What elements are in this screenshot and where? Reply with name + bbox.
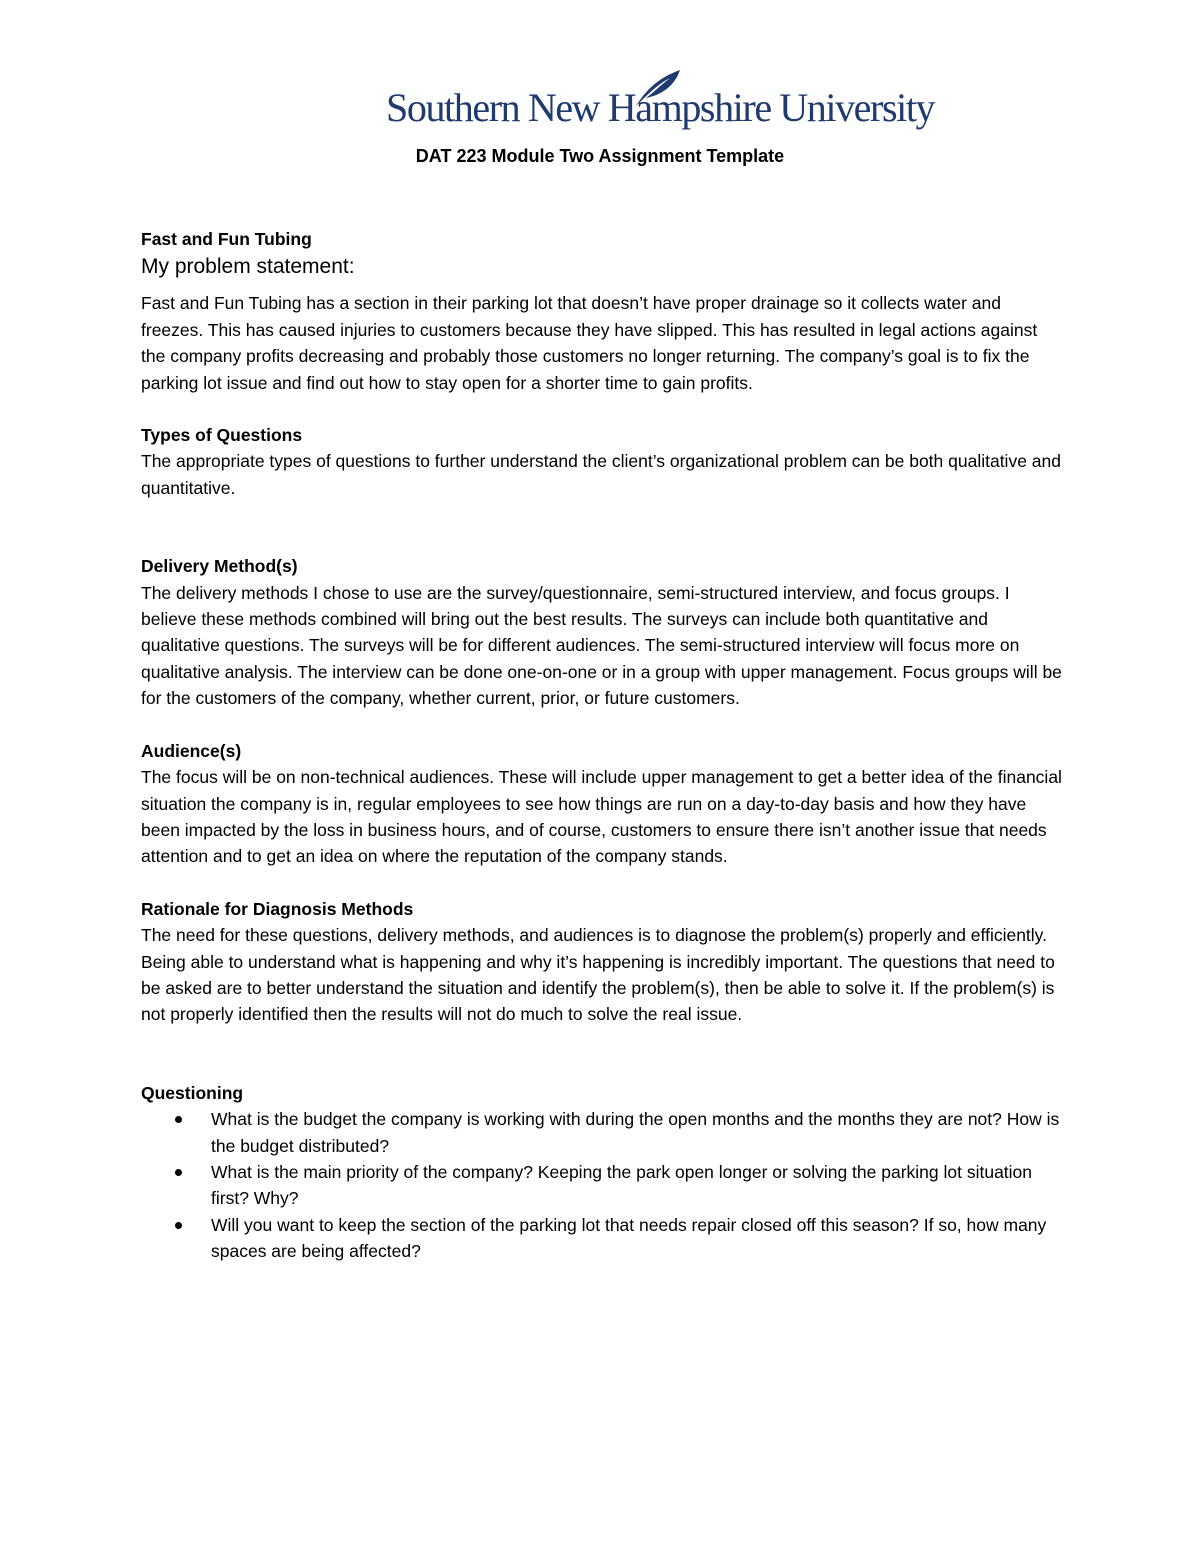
document-body	[141, 226, 1066, 1265]
logo-wordmark: Southern New Hampshire University	[386, 85, 935, 130]
rationale-text: The need for these questions, delivery methods, and audiences is to diagnose the problem(s) properly and efficiently. Being able to understand what is happening and why it’s happening is incredibly important. The questions that need to be asked are to better understand the situation and identify the problem(s), then be able to solve it. If the problem(s) is not properly identified then the results will not do much to solve the real issue.	[141, 925, 1055, 1025]
bullet-icon	[175, 1169, 182, 1176]
types-of-questions-text: The appropriate types of questions to further understand the client’s organizational problem can be both qualitative and quantitative.	[141, 451, 1061, 498]
bullet-icon	[175, 1222, 182, 1229]
questioning-list	[141, 1106, 1066, 1264]
rationale-heading: Rationale for Diagnosis Methods	[141, 898, 414, 919]
problem-statement-text: Fast and Fun Tubing has a section in their parking lot that doesn’t have proper drainage so it collects water and freezes. This has caused injuries to customers because they have slipped. This has resulted in legal actions against the company profits decreasing and probably those customers no longer returning. The company’s goal is to fix the parking lot issue and find out how to stay open for a shorter time to gain profits.	[141, 293, 1038, 393]
question-text: Will you want to keep the section of the parking lot that needs repair closed off this season? If so, how many spaces are being affected?	[211, 1214, 1047, 1262]
university-logo	[386, 68, 935, 138]
bullet-icon	[175, 1116, 182, 1123]
types-of-questions-heading: Types of Questions	[141, 425, 303, 446]
question-text: What is the budget the company is working with during the open months and the months they are not? How is the budget distributed?	[211, 1109, 1060, 1156]
delivery-methods-heading: Delivery Method(s)	[141, 556, 298, 577]
list-item	[211, 1212, 1066, 1265]
question-text: What is the main priority of the company? Keeping the park open longer or solving the parking lot situation first? Why?	[211, 1161, 1033, 1209]
audiences-text: The focus will be on non-technical audiences. These will include upper management to get a better idea of the financial situation the company is in, regular employees to see how things are run on a day-to-day basis and how they have been impacted by the loss in business hours, and of course, customers to ensure there isn’t another issue that needs attention and to get an idea on where the reputation of the company stands.	[141, 767, 1062, 867]
questioning-heading: Questioning	[141, 1082, 244, 1103]
audiences-heading: Audience(s)	[141, 740, 242, 761]
list-item	[211, 1159, 1066, 1212]
delivery-methods-text: The delivery methods I chose to use are the survey/questionnaire, semi-structured interview, and focus groups. I believe these methods combined will bring out the best results. The surveys can include both quantitative and qualitative questions. The surveys will be for different audiences. The semi-structured interview will focus more on qualitative analysis. The interview can be done one-on-one or in a group with upper management. Focus groups will be for the customers of the company, whether current, prior, or future customers.	[141, 582, 1062, 709]
company-name: Fast and Fun Tubing	[141, 229, 312, 249]
problem-statement-heading: My problem statement:	[141, 255, 355, 279]
document-title: DAT 223 Module Two Assignment Template	[415, 146, 785, 166]
list-item	[211, 1106, 1066, 1159]
